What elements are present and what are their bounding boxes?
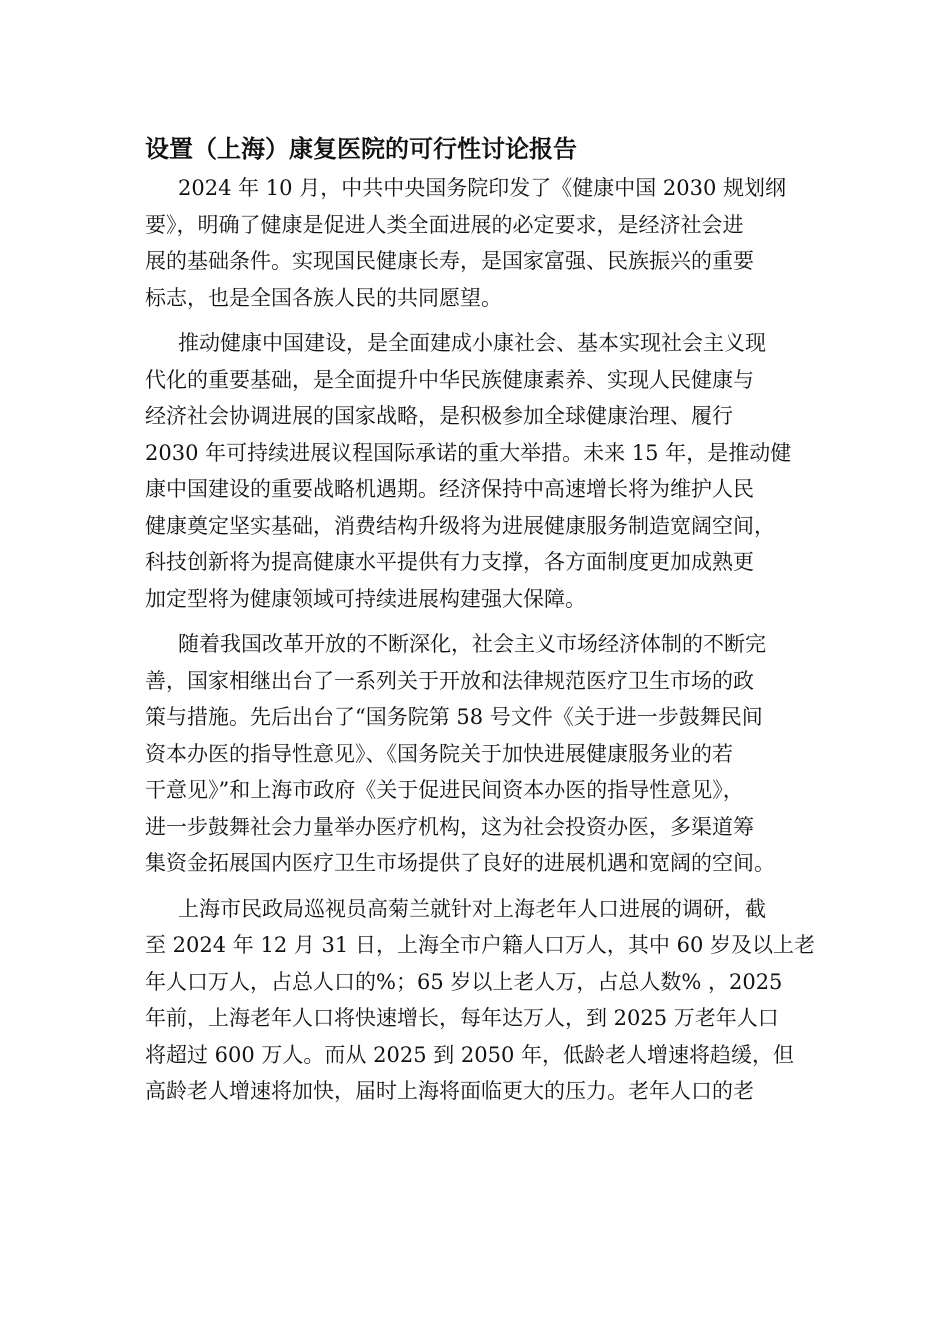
paragraph-line: 2024 年 10 月，中共中央国务院印发了《健康中国 2030 规划纲 bbox=[178, 176, 786, 200]
paragraph-line: 上海市民政局巡视员高菊兰就针对上海老年人口进展的调研，截 bbox=[178, 896, 766, 921]
paragraph-line: 策与措施。先后出台了“国务院第 58 号文件《关于进一步鼓舞民间 bbox=[145, 705, 763, 729]
paragraph-1 bbox=[145, 170, 825, 316]
paragraph-line: 康中国建设的重要战略机遇期。经济保持中高速增长将为维护人民 bbox=[145, 477, 754, 501]
paragraph-line: 标志，也是全国各族人民的共同愿望。 bbox=[145, 285, 502, 310]
paragraph-line: 高龄老人增速将加快，届时上海将面临更大的压力。老年人口的老 bbox=[145, 1079, 754, 1103]
document-title: 设置（上海）康复医院的可行性讨论报告 bbox=[145, 134, 577, 163]
paragraph-line: 代化的重要基础，是全面提升中华民族健康素养、实现人民健康与 bbox=[145, 367, 754, 392]
paragraph-line: 展的基础条件。实现国民健康长寿，是国家富强、民族振兴的重要 bbox=[145, 249, 754, 273]
paragraph-line: 善，国家相继出台了一系列关于开放和法律规范医疗卫生市场的政 bbox=[145, 668, 754, 693]
paragraph-line: 年人口万人，占总人口的%；65 岁以上老人万，占总人数% ，2025 bbox=[145, 969, 783, 994]
paragraph-2 bbox=[145, 325, 825, 617]
paragraph-line: 年前，上海老年人口将快速增长，每年达万人，到 2025 万老年人口 bbox=[145, 1006, 779, 1030]
paragraph-line: 集资金拓展国内医疗卫生市场提供了良好的进展机遇和宽阔的空间。 bbox=[145, 851, 775, 875]
paragraph-line: 要》，明确了健康是促进人类全面进展的必定要求，是经济社会进 bbox=[145, 212, 744, 237]
paragraph-3 bbox=[145, 626, 825, 882]
paragraph-line: 经济社会协调进展的国家战略，是积极参加全球健康治理、履行 bbox=[145, 404, 733, 428]
paragraph-line: 干意见》”和上海市政府《关于促进民间资本办医的指导性意见》， bbox=[145, 778, 744, 802]
paragraph-line: 2030 年可持续进展议程国际承诺的重大举措。未来 15 年，是推动健 bbox=[145, 440, 792, 465]
paragraph-line: 科技创新将为提高健康水平提供有力支撑，各方面制度更加成熟更 bbox=[145, 550, 754, 574]
paragraph-line: 随着我国改革开放的不断深化，社会主义市场经济体制的不断完 bbox=[178, 632, 766, 656]
paragraph-line: 进一步鼓舞社会力量举办医疗机构，这为社会投资办医，多渠道筹 bbox=[145, 814, 754, 839]
paragraph-line: 推动健康中国建设，是全面建成小康社会、基本实现社会主义现 bbox=[178, 331, 766, 355]
paragraph-line: 将超过 600 万人。而从 2025 到 2050 年，低龄老人增速将趋缓，但 bbox=[145, 1042, 795, 1067]
paragraph-line: 资本办医的指导性意见》、《国务院关于加快进展健康服务业的若 bbox=[145, 741, 733, 766]
paragraph-line: 健康奠定坚实基础，消费结构升级将为进展健康服务制造宽阔空间， bbox=[145, 513, 775, 538]
paragraph-line: 加定型将为健康领域可持续进展构建强大保障。 bbox=[145, 586, 586, 611]
document-body bbox=[145, 170, 825, 1110]
paragraph-line: 至 2024 年 12 月 31 日，上海全市户籍人口万人，其中 60 岁及以上老 bbox=[145, 933, 816, 957]
paragraph-4 bbox=[145, 891, 825, 1110]
